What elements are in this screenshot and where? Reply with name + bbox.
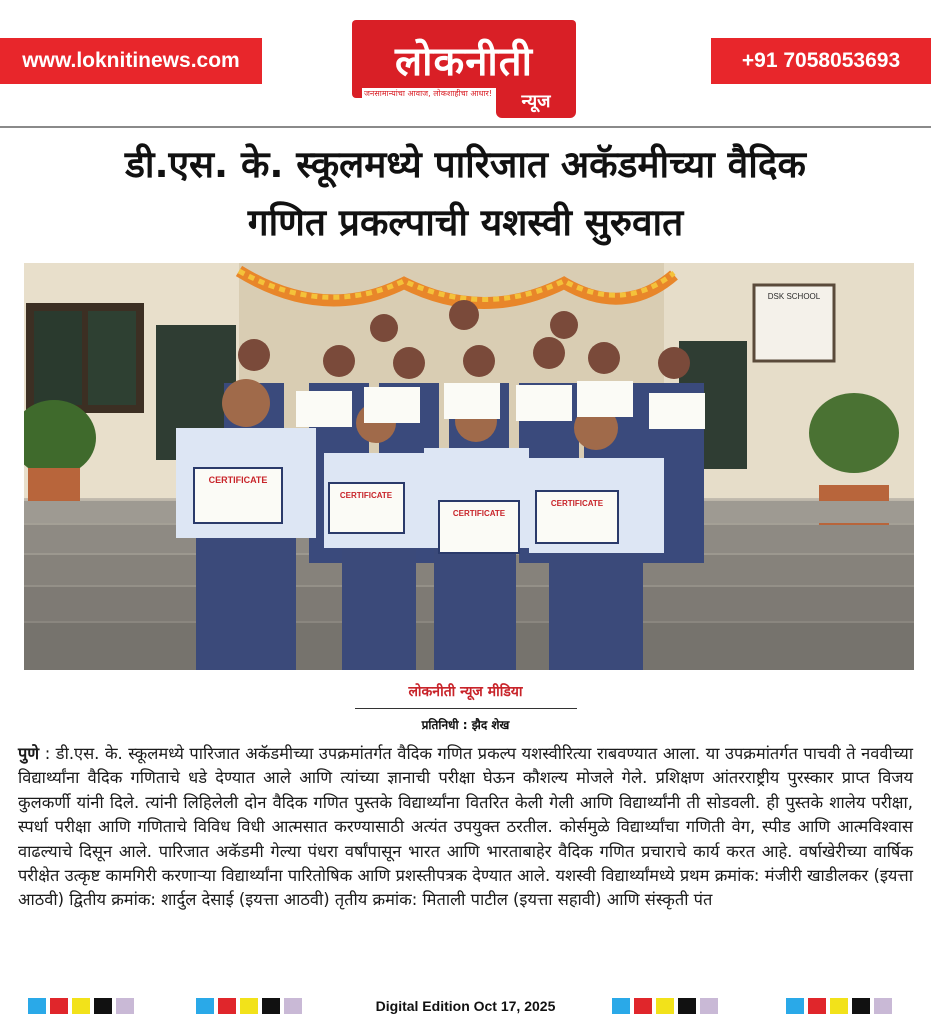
article-body-text: : डी.एस. के. स्कूलमध्ये पारिजात अकॅडमीच्या उपक्रमांतर्गत वैदिक गणित प्रकल्प यशस्वीरित्या राबवण्यात आला. या उपक्रमांतर्गत पाचवी ते नववीच्या विद्यार्थ्यांना वैदिक गणिताचे धडे देण्यात आले आणि त्यांच्या ज्ञानाची परीक्षा घेऊन कौशल्य मोजले गेले. प्रशिक्षण आंतरराष्ट्रीय पुरस्कार प्राप्त विजय कुलकर्णी यांनी दिले. त्यांनी लिहिलेली दोन वैदिक गणित पुस्तके विद्यार्थ्यांना वितरित केली गेली आणि विद्यार्थ्यांनी ती सोडवली. ही पुस्तके शालेय परीक्षा, स्पर्धा परीक्षा आणि गणिताचे विविध विधी आत्मसात करण्यासाठी अत्यंत उपयुक्त ठरतील. कोर्समुळे विद्यार्थ्यांचा गणिती वेग, स्पीड आणि आत्मविश्वास वाढल्याचे दिसून आले. पारिजात अकॅडमी गेल्या पंधरा वर्षांपासून भारत आणि भारताबाहेर वैदिक गणित प्रचाराचे कार्य करत आहे. वर्षाखेरीच्या वार्षिक परीक्षेत उत्कृष्ट कामगिरी करणाऱ्या विद्यार्थ्यांना पारितोषिक आणि प्रशस्तीपत्रक देण्यात आले. यशस्वी विद्यार्थ्यांमध्ये प्रथम क्रमांक: मंजीरी खाडीलकर (इयत्ता आठवी) द्वितीय क्रमांक: शार्दुल देसाई (इयत्ता आठवी) तृतीय क्रमांक: मिताली पाटील (इयत्ता सहावी) आणि संस्कृती पंत bbox=[18, 744, 913, 910]
color-swatch bbox=[852, 998, 870, 1014]
color-swatch bbox=[830, 998, 848, 1014]
color-swatches-right-2 bbox=[786, 998, 892, 1014]
color-swatches-right bbox=[612, 998, 718, 1014]
color-swatch bbox=[656, 998, 674, 1014]
article-photo bbox=[24, 263, 914, 670]
article-headline bbox=[10, 136, 921, 252]
color-swatch bbox=[678, 998, 696, 1014]
color-swatch bbox=[808, 998, 826, 1014]
school-board-title: DSK SCHOOL bbox=[767, 292, 821, 301]
group-photo-illustration bbox=[24, 263, 914, 670]
certificate-label: CERTIFICATE bbox=[550, 499, 604, 508]
certificate-label: CERTIFICATE bbox=[208, 475, 268, 485]
logo-sub: न्यूज bbox=[496, 84, 576, 118]
publication-logo[interactable] bbox=[352, 14, 576, 118]
color-swatch bbox=[612, 998, 630, 1014]
photo-credit: लोकनीती न्यूज मीडिया bbox=[408, 684, 523, 700]
logo-tagline: जनसामान्यांचा आवाज, लोकशाहीचा आधार! bbox=[362, 88, 516, 99]
caption-divider bbox=[355, 708, 577, 709]
dateline: पुणे bbox=[18, 744, 40, 763]
header-divider bbox=[0, 126, 931, 128]
headline-line-2: गणित प्रकल्पाची यशस्वी सुरुवात bbox=[247, 201, 684, 244]
website-link[interactable]: www.loknitinews.com bbox=[0, 38, 262, 84]
phone-number[interactable]: +91 7058053693 bbox=[711, 38, 931, 84]
certificate-label: CERTIFICATE bbox=[339, 491, 393, 500]
edition-date: Digital Edition Oct 17, 2025 bbox=[375, 998, 556, 1014]
color-swatch bbox=[874, 998, 892, 1014]
color-swatch bbox=[786, 998, 804, 1014]
certificate-label: CERTIFICATE bbox=[452, 509, 506, 518]
byline: प्रतिनिधी : झैद शेख bbox=[421, 718, 510, 732]
article-body bbox=[18, 742, 913, 913]
logo-name: लोकनीती bbox=[352, 20, 576, 98]
masthead bbox=[0, 0, 931, 128]
color-swatch bbox=[700, 998, 718, 1014]
headline-line-1: डी.एस. के. स्कूलमध्ये पारिजात अकॅडमीच्या वैदिक bbox=[125, 143, 806, 186]
color-swatch bbox=[634, 998, 652, 1014]
